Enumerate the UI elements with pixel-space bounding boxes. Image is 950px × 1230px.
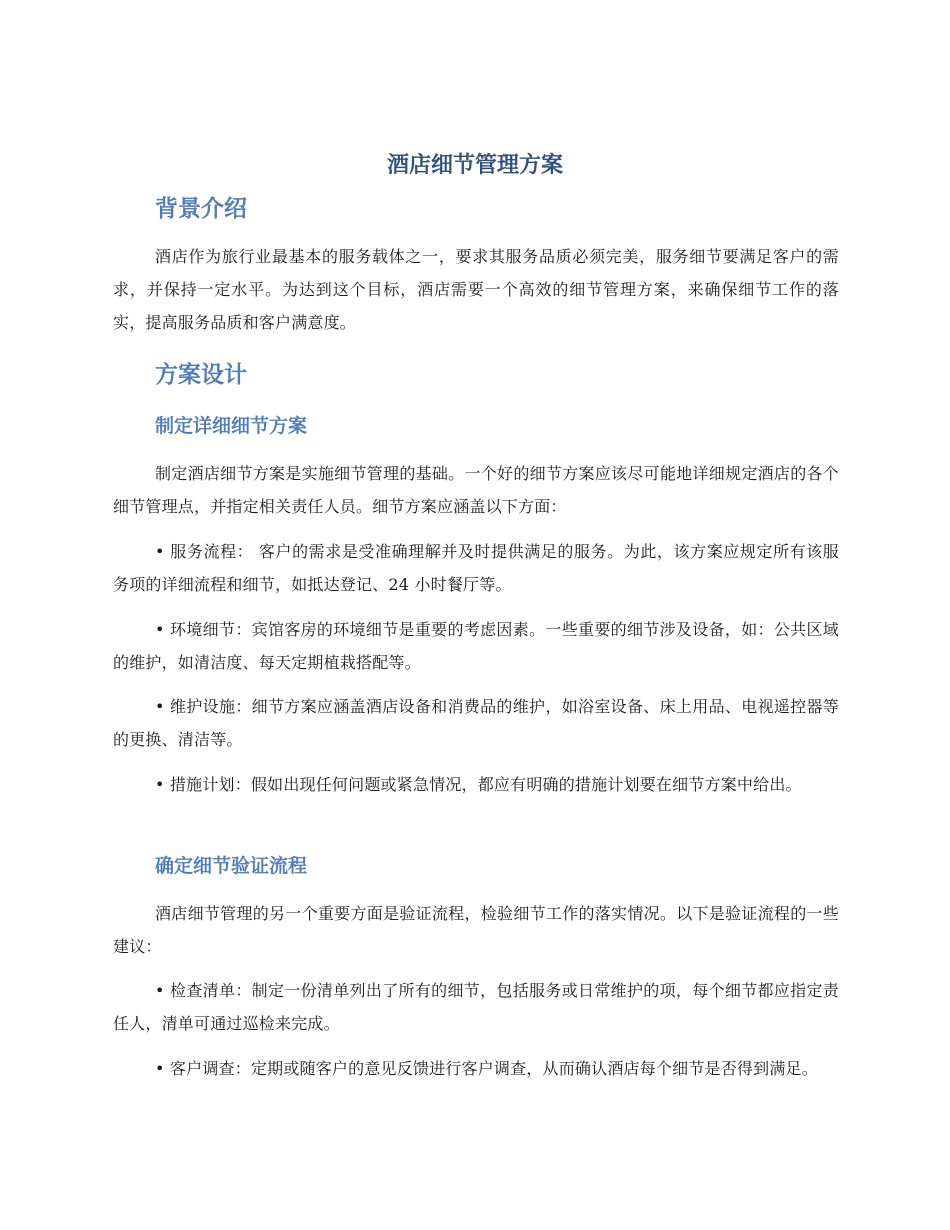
section-heading-design: 方案设计 [155, 362, 247, 388]
subsection-heading-detail-plan: 制定详细细节方案 [155, 415, 308, 437]
subsection-heading-verification: 确定细节验证流程 [155, 855, 308, 877]
bullet-item: • 检查清单：制定一份清单列出了所有的细节，包括服务或日常维护的项，每个细节都应指定责任人，清单可通过巡检来完成。 [113, 981, 839, 1033]
bullet-item: • 服务流程： 客户的需求是受准确理解并及时提供满足的服务。为此，该方案应规定所有该服务项的详细流程和细节，如抵达登记、24 小时餐厅等。 [113, 542, 839, 594]
bullet-item: • 维护设施：细节方案应涵盖酒店设备和消费品的维护，如浴室设备、床上用品、电视遥控器等的更换、清洁等。 [113, 697, 839, 749]
bullet-item: • 环境细节：宾馆客房的环境细节是重要的考虑因素。一些重要的细节涉及设备，如：公共区域的维护，如清洁度、每天定期植栽搭配等。 [113, 620, 839, 672]
document-title: 酒店细节管理方案 [386, 153, 563, 178]
paragraph: 制定酒店细节方案是实施细节管理的基础。一个好的细节方案应该尽可能地详细规定酒店的各个细节管理点，并指定相关责任人员。细节方案应涵盖以下方面： [113, 464, 839, 516]
bullet-item: • 客户调查：定期或随客户的意见反馈进行客户调查，从而确认酒店每个细节是否得到满足。 [155, 1059, 818, 1078]
paragraph: 酒店作为旅行业最基本的服务载体之一，要求其服务品质必须完美，服务细节要满足客户的需求，并保持一定水平。为达到这个目标，酒店需要一个高效的细节管理方案，来确保细节工作的落实，提高服务品质和客户满意度。 [113, 247, 839, 332]
section-heading-background: 背景介绍 [155, 196, 247, 222]
paragraph: 酒店细节管理的另一个重要方面是验证流程，检验细节工作的落实情况。以下是验证流程的一些建议： [113, 904, 839, 956]
bullet-item: • 措施计划：假如出现任何问题或紧急情况，都应有明确的措施计划要在细节方案中给出。 [155, 775, 802, 794]
